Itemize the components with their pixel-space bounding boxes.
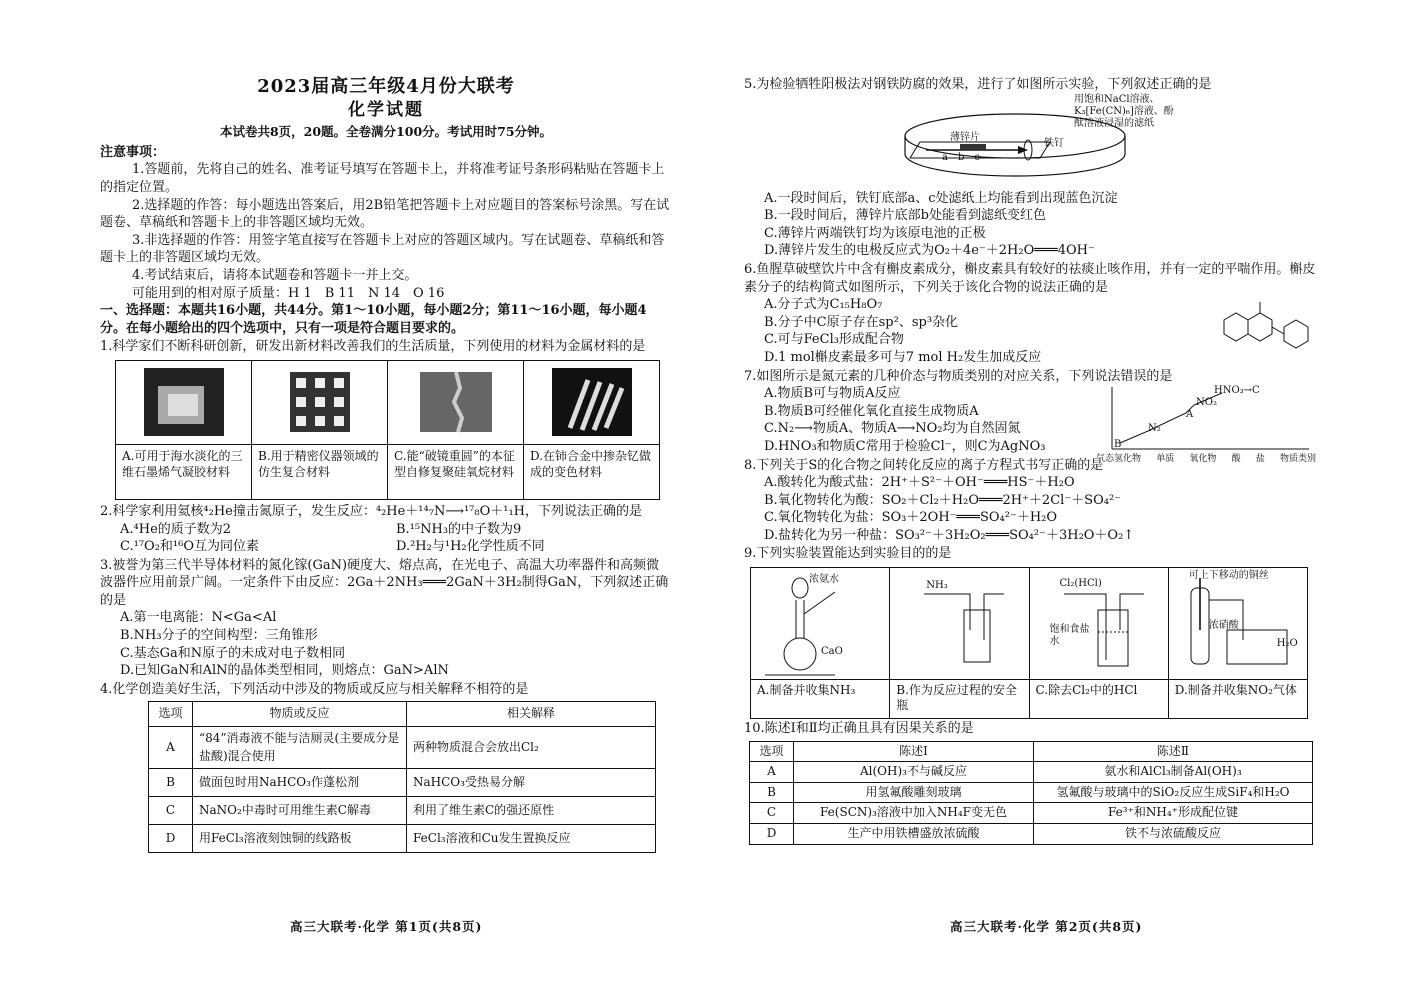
nitrogen-dioxide-diagram: 可上下移动的铜丝 浓硝酸 H₂O — [1169, 568, 1307, 680]
question-3-option-b[interactable]: B.NH₃分子的空间构型：三角锥形 — [120, 628, 318, 644]
question-8-option-c[interactable]: C.氧化物转化为盐：SO₃＋2OH⁻═══SO₄²⁻＋H₂O — [764, 510, 1058, 526]
question-8-option-d[interactable]: D.盐转化为另一种盐：SO₃²⁻＋3H₂O₂═══SO₄²⁻＋3H₂O＋O₂↑ — [764, 527, 1135, 543]
question-6-stem: 6.鱼腥草破壁饮片中含有槲皮素成分，槲皮素具有较好的祛痰止咳作用，并有一定的平喘作用。槲皮素分子的结构简式如图所示，下列关于该化合物的说法正确的是 — [744, 261, 1316, 295]
notice-2: 2.选择题的作答：每小题选出答案后，用2B铅笔把答题卡上对应题目的答案标号涂黑。写在试题卷、草稿纸和答题卡上的非答题区域均无效。 — [100, 197, 670, 231]
question-3-option-a[interactable]: A.第一电离能：N<Ga<Al — [120, 610, 277, 626]
question-9 — [744, 545, 1318, 719]
biomimetic-composite-image — [252, 361, 387, 445]
table-header: 相关解释 — [407, 702, 656, 727]
question-6-option-a[interactable]: A.分子式为C₁₅H₈O₇ — [764, 297, 883, 313]
question-9-option-c[interactable]: Cl₂(HCl) 饱和食盐水 C.除去Cl₂中的HCl — [1030, 568, 1169, 718]
quercetin-structure-icon — [1204, 290, 1324, 360]
question-6-option-b[interactable]: B.分子中C原子存在sp²、sp³杂化 — [764, 314, 959, 330]
question-5-figure — [744, 94, 1318, 190]
table-header: 选项 — [750, 741, 794, 762]
notice-4: 4.考试结束后，请将本试题卷和答题卡一并上交。 — [132, 267, 418, 283]
table-row[interactable]: D 生产中用铁槽盛放浓硫酸 铁不与浓硫酸反应 — [750, 824, 1313, 845]
question-1-stem: 1.科学家们不断科研创新，研发出新材料改善我们的生活质量，下列使用的材料为金属材料的是 — [100, 339, 646, 355]
question-2-stem: 2.科学家利用氦核⁴₂He撞击氮原子，发生反应：⁴₂He＋¹⁴₇N⟶¹⁷₈O＋¹₁H，下列说法正确的是 — [100, 503, 643, 519]
table-row[interactable]: C NaNO₂中毒时可用维生素C解毒 利用了维生素C的强还原性 — [149, 797, 656, 825]
question-1 — [100, 338, 672, 500]
question-4-table — [148, 701, 656, 853]
right-page-footer: 高三大联考·化学 第2页(共8页) — [950, 919, 1143, 934]
question-4 — [100, 681, 672, 853]
question-10-stem: 10.陈述Ⅰ和Ⅱ均正确且具有因果关系的是 — [744, 721, 974, 737]
left-page — [100, 0, 672, 853]
question-5-option-c[interactable]: C.薄锌片两端铁钉均为该原电池的正极 — [764, 225, 986, 241]
iron-nail-label: 铁钉 — [1044, 137, 1064, 149]
question-8-option-b[interactable]: B.氧化物转化为酸：SO₂＋Cl₂＋H₂O═══2H⁺＋2Cl⁻＋SO₄²⁻ — [764, 492, 1122, 508]
notice-1: 1.答题前，先将自己的姓名、准考证号填写在答题卡上，并将准考证号条形码粘贴在答题卡上的指定位置。 — [100, 162, 665, 195]
page-subtitle: 化学试题 — [348, 99, 424, 120]
chart-x-categories: 气态氢化物 单质 氧化物 酸 盐 物质类别 — [1096, 454, 1316, 465]
question-9-option-b[interactable]: NH₃ B.作为反应过程的安全瓶 — [890, 568, 1029, 718]
question-9-stem: 9.下列实验装置能达到实验目的的是 — [744, 546, 952, 562]
question-7-stem: 7.如图所示是氮元素的几种价态与物质类别的对应关系，下列说法错误的是 — [744, 368, 1173, 384]
question-1-option-a[interactable]: A.可用于海水淡化的三维石墨烯气凝胶材料 — [116, 361, 252, 499]
self-healing-polysiloxane-image — [388, 361, 523, 445]
left-page-footer: 高三大联考·化学 第1页(共8页) — [290, 919, 483, 934]
question-10-table — [749, 741, 1313, 845]
question-1-option-c[interactable]: C.能“破镜重圆”的本征型自修复聚硅氧烷材料 — [388, 361, 524, 499]
ammonia-apparatus-diagram: 浓氨水 CaO — [751, 568, 889, 680]
safety-bottle-diagram: NH₃ — [890, 568, 1028, 680]
question-8 — [744, 457, 1318, 545]
question-2 — [100, 503, 672, 556]
notice-heading: 注意事项： — [100, 144, 166, 160]
question-3-stem: 3.被誉为第三代半导体材料的氮化镓(GaN)硬度大、熔点高，在光电子、高温大功率器件和高频微波器件应用前景广阔。一定条件下由反应：2Ga＋2NH₃═══2GaN＋3H₂制得GaN，下列叙述正确的是 — [100, 557, 669, 608]
question-9-option-a[interactable]: 浓氨水 CaO A.制备并收集NH₃ — [751, 568, 890, 718]
question-3 — [100, 557, 672, 680]
question-1-option-d[interactable]: D.在铈合金中掺杂钇做成的变色材料 — [524, 361, 659, 499]
exam-meta: 本试卷共8页，20题。全卷满分100分。考试用时75分钟。 — [219, 124, 553, 140]
atomic-mass: 可能用到的相对原子质量：H 1 B 11 N 14 O 16 — [132, 285, 445, 301]
question-7-option-d[interactable]: D.HNO₃和物质C常用于检验Cl⁻，则C为AgNO₃ — [764, 438, 1046, 454]
question-6-option-c[interactable]: C.可与FeCl₃形成配合物 — [764, 332, 904, 348]
question-4-stem: 4.化学创造美好生活，下列活动中涉及的物质或反应与相关解释不相符的是 — [100, 681, 529, 697]
table-header: 陈述Ⅱ — [1034, 741, 1313, 762]
question-3-option-c[interactable]: C.基态Ga和N原子的未成对电子数相同 — [120, 645, 346, 661]
question-5-option-a[interactable]: A.一段时间后，铁钉底部a、c处滤纸上均能看到出现蓝色沉淀 — [764, 190, 1118, 206]
table-row[interactable]: A “84”消毒液不能与洁厕灵(主要成分是盐酸)混合使用 两种物质混合会放出Cl₂ — [149, 727, 656, 769]
question-2-option-d[interactable]: D.²H₂与¹H₂化学性质不同 — [396, 539, 545, 555]
question-5 — [744, 76, 1318, 260]
question-9-apparatus-table — [750, 567, 1308, 719]
table-header: 选项 — [149, 702, 193, 727]
question-7-option-c[interactable]: C.N₂⟶物质A、物质A⟶NO₂均为自然固氮 — [764, 421, 1021, 437]
question-5-option-d[interactable]: D.薄锌片发生的电极反应式为O₂＋4e⁻＋2H₂O═══4OH⁻ — [764, 243, 1095, 259]
table-row[interactable]: C Fe(SCN)₃溶液中加入NH₄F变无色 Fe³⁺和NH₄⁺形成配位键 — [750, 803, 1313, 824]
question-7-option-b[interactable]: B.物质B可经催化氧化直接生成物质A — [764, 403, 979, 419]
question-1-option-b[interactable]: B.用于精密仪器领域的仿生复合材料 — [252, 361, 388, 499]
table-row[interactable]: B 做面包时用NaHCO₃作蓬松剂 NaHCO₃受热易分解 — [149, 769, 656, 797]
nitrogen-valence-chart: B N₂ A NO₂ HNO₃→C 气态氢化物 单质 氧化物 酸 盐 物质类别 — [1096, 385, 1316, 465]
graphene-aerogel-image — [116, 361, 251, 445]
table-row[interactable]: D 用FeCl₃溶液刻蚀铜的线路板 FeCl₃溶液和Cu发生置换反应 — [149, 825, 656, 853]
question-3-option-d[interactable]: D.已知GaN和AlN的晶体类型相同，则熔点：GaN>AlN — [120, 663, 449, 679]
table-header: 陈述Ⅰ — [794, 741, 1034, 762]
question-2-option-a[interactable]: A.⁴He的质子数为2 — [120, 521, 232, 537]
question-9-option-d[interactable]: 可上下移动的铜丝 浓硝酸 H₂O D.制备并收集NO₂气体 — [1169, 568, 1307, 718]
question-7-option-a[interactable]: A.物质B可与物质A反应 — [764, 386, 901, 402]
table-header: 物质或反应 — [193, 702, 407, 727]
question-6-option-d[interactable]: D.1 mol槲皮素最多可与7 mol H₂发生加成反应 — [764, 349, 1042, 365]
question-5-stem: 5.为检验牺牲阳极法对钢铁防腐的效果，进行了如图所示实验，下列叙述正确的是 — [744, 77, 1212, 92]
gas-washing-diagram: Cl₂(HCl) 饱和食盐水 — [1030, 568, 1168, 680]
question-8-option-a[interactable]: A.酸转化为酸式盐：2H⁺＋S²⁻＋OH⁻═══HS⁻＋H₂O — [764, 475, 1075, 491]
question-2-option-c[interactable]: C.¹⁷O₂和¹⁶O互为同位素 — [120, 539, 259, 555]
question-1-image-table — [115, 360, 660, 500]
table-row[interactable]: A Al(OH)₃不与碱反应 氨水和AlCl₃制备Al(OH)₃ — [750, 762, 1313, 783]
table-row[interactable]: B 用氢氟酸雕刻玻璃 氢氟酸与玻璃中的SiO₂反应生成SiF₄和H₂O — [750, 782, 1313, 803]
section-1-heading: 一、选择题：本题共16小题，共44分。第1～10小题，每小题2分；第11～16小题，每小题4分。在每小题给出的四个选项中，只有一项是符合题目要求的。 — [100, 303, 647, 336]
filter-paper-note: 用饱和NaCl溶液、K₃[Fe(CN)₆]溶液、酚酞溶液浸湿的滤纸 — [1074, 93, 1174, 129]
question-8-stem: 8.下列关于S的化合物之间转化反应的离子方程式书写正确的是 — [744, 457, 1104, 473]
right-page — [744, 0, 1318, 845]
question-2-option-b[interactable]: B.¹⁵NH₃的中子数为9 — [396, 521, 522, 537]
zinc-sheet-label: 薄锌片 — [950, 131, 980, 143]
question-5-option-b[interactable]: B.一段时间后，薄锌片底部b处能看到滤纸变红色 — [764, 208, 1047, 224]
points-abc-label: a b c — [942, 151, 980, 163]
question-10 — [744, 720, 1318, 845]
color-changing-alloy-image — [524, 361, 659, 445]
question-6 — [744, 261, 1318, 367]
notice-3: 3.非选择题的作答：用签字笔直接写在答题卡上对应的答题区域内。写在试题卷、草稿纸和答题卡上的非答题区域均无效。 — [100, 232, 665, 266]
page-title: 2023届高三年级4月份大联考 — [257, 76, 515, 97]
